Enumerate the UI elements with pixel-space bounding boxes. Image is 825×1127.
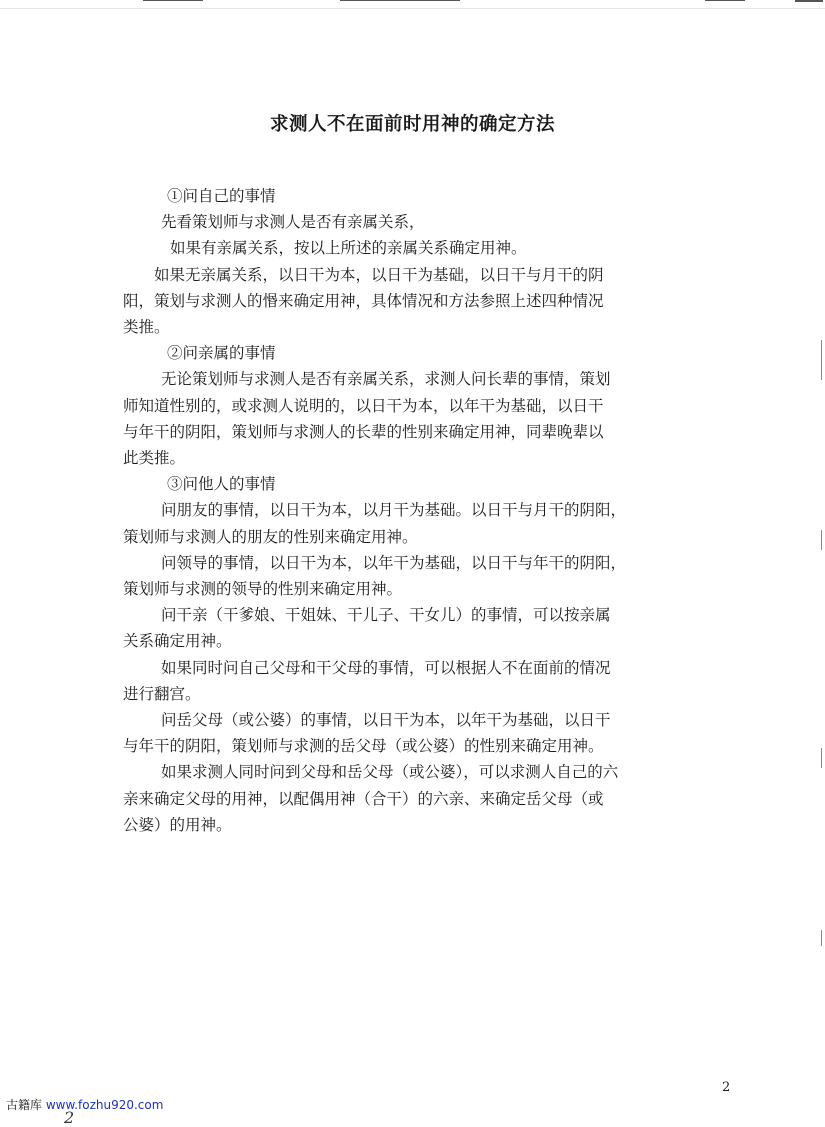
text-line: 类推。 — [123, 318, 170, 337]
handwritten-mark: 2 — [64, 1108, 75, 1127]
paragraph — [123, 262, 728, 341]
paragraph — [123, 340, 728, 366]
text-line: 如果同时问自己父母和干父母的事情，可以根据人不在面前的情况 — [161, 658, 611, 677]
paragraph — [123, 209, 728, 235]
text-line: 关系确定用神。 — [123, 632, 232, 651]
text-line: 如果无亲属关系，以日干为本，以日干为基础，以日干与月干的阴 — [154, 265, 604, 284]
document-body — [123, 183, 728, 838]
text-line: 与年干的阴阳，策划师与求测的岳父母（或公婆）的性别来确定用神。 — [123, 737, 604, 756]
text-line: 此类推。 — [123, 449, 186, 468]
text-line: 公婆）的用神。 — [123, 815, 232, 834]
scan-mark — [340, 0, 460, 1]
paragraph — [123, 602, 728, 654]
watermark-label: 古籍库 — [6, 1098, 43, 1112]
paragraph — [123, 759, 728, 838]
scan-mark — [795, 0, 823, 2]
paragraph — [123, 707, 728, 759]
watermark-site: www.fozhu920.com — [45, 1098, 164, 1112]
text-line: 如果求测人同时问到父母和岳父母（或公婆），可以求测人自己的六 — [161, 763, 619, 782]
text-line: 问朋友的事情，以日干为本，以月干为基础。以日干与月干的阴阳， — [161, 501, 627, 520]
paragraph — [123, 497, 728, 549]
text-line: 进行翻宫。 — [123, 684, 201, 703]
text-line: 策划师与求测人的朋友的性别来确定用神。 — [123, 527, 418, 546]
watermark — [6, 1096, 163, 1113]
scan-edge-right — [821, 930, 822, 946]
text-line: ①问自己的事情 — [167, 187, 276, 205]
scan-edge-right — [821, 530, 822, 550]
text-line: 问岳父母（或公婆）的事情，以日干为本，以年干为基础，以日干 — [161, 711, 611, 730]
scan-edge-right — [821, 748, 822, 768]
paragraph — [123, 655, 728, 707]
text-line: 与年干的阴阳，策划师与求测人的长辈的性别来确定用神，同辈晚辈以 — [123, 422, 604, 441]
paragraph — [123, 471, 728, 497]
text-line: ③问他人的事情 — [167, 475, 276, 494]
text-line: 问干亲（干爹娘、干姐妹、干儿子、干女儿）的事情，可以按亲属 — [161, 606, 611, 625]
text-line: 问领导的事情，以日干为本，以年干为基础，以日干与年干的阴阳， — [161, 553, 627, 572]
text-line: 无论策划师与求测人是否有亲属关系，求测人问长辈的事情，策划 — [161, 370, 611, 389]
scan-edge-top — [0, 8, 825, 9]
paragraph — [123, 366, 728, 471]
text-line: 策划师与求测的领导的性别来确定用神。 — [123, 580, 403, 599]
text-line: 亲来确定父母的用神，以配偶用神（合干）的六亲、来确定岳父母（或 — [123, 789, 604, 808]
scan-mark — [143, 0, 203, 1]
paragraph — [123, 235, 728, 261]
text-line: 如果有亲属关系，按以上所述的亲属关系确定用神。 — [170, 239, 527, 258]
text-line: 阳，策划与求测人的惽来确定用神，具体情况和方法参照上述四种情况 — [123, 291, 604, 310]
text-line: ②问亲属的事情 — [167, 344, 276, 363]
paragraph — [123, 550, 728, 602]
text-line: 师知道性别的，或求测人说明的，以日干为本，以年干为基础，以日干 — [123, 396, 604, 415]
scan-mark — [705, 0, 745, 1]
paragraph — [123, 183, 728, 209]
page-title: 求测人不在面前时用神的确定方法 — [269, 114, 555, 135]
scan-edge-right — [821, 340, 822, 380]
text-line: 先看策划师与求测人是否有亲属关系， — [161, 213, 425, 232]
page-number: 2 — [722, 1080, 731, 1095]
